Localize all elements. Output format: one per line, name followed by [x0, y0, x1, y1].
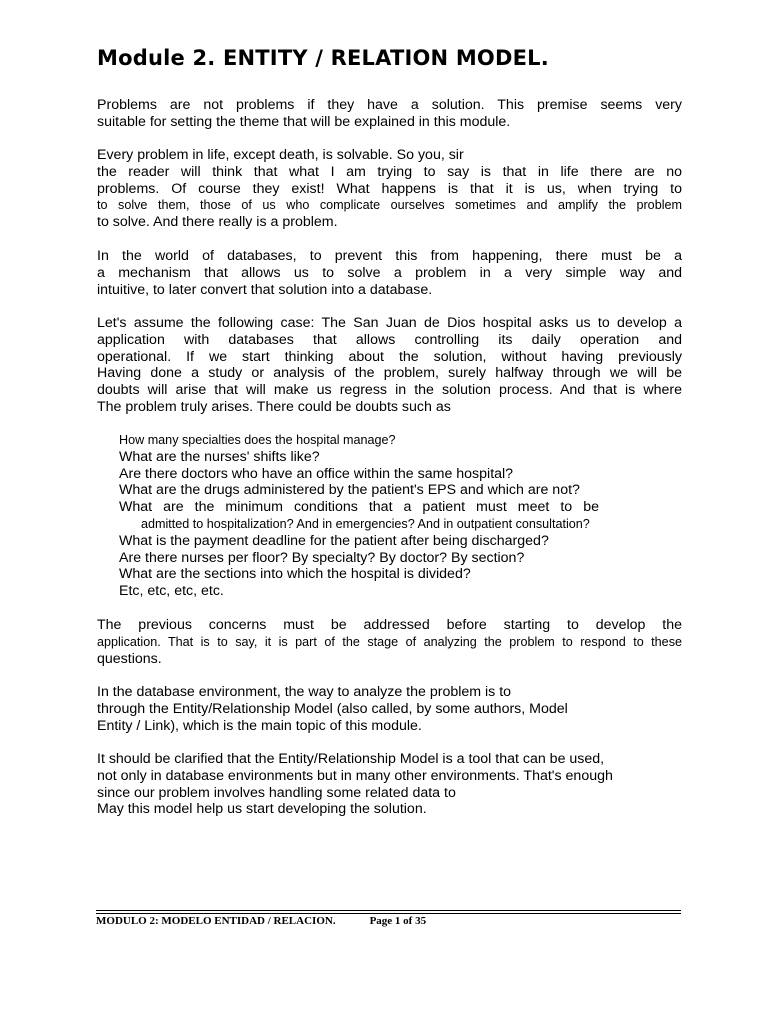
- paragraph-2: [97, 147, 682, 231]
- question-list: [119, 432, 599, 600]
- page-footer: [96, 915, 426, 927]
- paragraph-line: Let's assume the following case: The San Juan de Dios hospital asks us to develop a: [97, 315, 682, 331]
- paragraph-line: It should be clarified that the Entity/Relationship Model is a tool that can be used,: [97, 751, 605, 767]
- list-item: What are the drugs administered by the patient's EPS and which are not?: [119, 482, 580, 499]
- paragraph-4: [97, 315, 682, 416]
- paragraph-1: [97, 97, 682, 131]
- paragraph-line: Every problem in life, except death, is solvable. So you, sir: [97, 147, 464, 163]
- paragraph-line: May this model help us start developing the solution.: [97, 801, 427, 818]
- list-item: What are the minimum conditions that a patient must meet to be: [119, 499, 599, 516]
- list-item: Are there nurses per floor? By specialty? By doctor? By section?: [119, 549, 525, 566]
- list-item: Are there doctors who have an office within the same hospital?: [119, 465, 514, 482]
- footer-module-label: MODULO 2: MODELO ENTIDAD / RELACION.: [96, 915, 336, 927]
- paragraph-line: not only in database environments but in many other environments. That's enough: [97, 767, 613, 784]
- paragraph-line: suitable for setting the theme that will be explained in this module.: [97, 113, 511, 130]
- paragraph-line: Entity / Link), which is the main topic of this module.: [97, 717, 422, 734]
- footer-divider: [96, 910, 681, 911]
- list-item: What is the payment deadline for the patient after being discharged?: [119, 532, 549, 549]
- paragraph-5: [97, 617, 682, 667]
- paragraph-line: Problems are not problems if they have a solution. This premise seems very: [97, 97, 682, 113]
- paragraph-line: doubts will arise that will make us regress in the solution process. And that is where: [97, 382, 682, 399]
- paragraph-line: The previous concerns must be addressed before starting to develop the: [97, 617, 682, 633]
- paragraph-line: a mechanism that allows us to solve a problem in a very simple way and: [97, 264, 682, 281]
- page-number: Page 1 of 35: [369, 915, 427, 927]
- paragraph-7: [97, 751, 682, 818]
- paragraph-line: since our problem involves handling some related data to: [97, 784, 456, 801]
- list-item: How many specialties does the hospital manage?: [119, 433, 396, 447]
- paragraph-3: [97, 248, 682, 298]
- paragraph-line: In the world of databases, to prevent this from happening, there must be a: [97, 248, 682, 264]
- paragraph-line: application. That is to say, it is part of the stage of analyzing the problem to respond to these: [97, 634, 682, 649]
- list-item: admitted to hospitalization? And in emergencies? And in outpatient consultation?: [141, 516, 590, 531]
- paragraph-line: intuitive, to later convert that solution into a database.: [97, 281, 433, 298]
- paragraph-line: questions.: [97, 650, 162, 667]
- list-item: What are the nurses' shifts like?: [119, 448, 320, 465]
- paragraph-line: In the database environment, the way to analyze the problem is to: [97, 684, 512, 700]
- paragraph-line: problems. Of course they exist! What happens is that it is us, when trying to: [97, 180, 682, 197]
- page-title: Module 2. ENTITY / RELATION MODEL.: [97, 46, 549, 70]
- paragraph-line: to solve. And there really is a problem.: [97, 214, 338, 231]
- list-item: What are the sections into which the hospital is divided?: [119, 566, 471, 583]
- paragraph-6: [97, 684, 682, 734]
- paragraph-line: operational. If we start thinking about the solution, without having previously: [97, 348, 682, 365]
- paragraph-line: the reader will think that what I am trying to say is that in life there are no: [97, 163, 682, 180]
- list-item: Etc, etc, etc, etc.: [119, 583, 224, 600]
- paragraph-line: to solve them, those of us who complicate ourselves sometimes and amplify the problem: [97, 198, 682, 213]
- paragraph-line: The problem truly arises. There could be doubts such as: [97, 398, 451, 415]
- paragraph-line: application with databases that allows controlling its daily operation and: [97, 331, 682, 348]
- paragraph-line: Having done a study or analysis of the problem, surely halfway through we will be: [97, 365, 682, 382]
- footer-divider: [96, 913, 681, 914]
- paragraph-line: through the Entity/Relationship Model (also called, by some authors, Model: [97, 700, 568, 717]
